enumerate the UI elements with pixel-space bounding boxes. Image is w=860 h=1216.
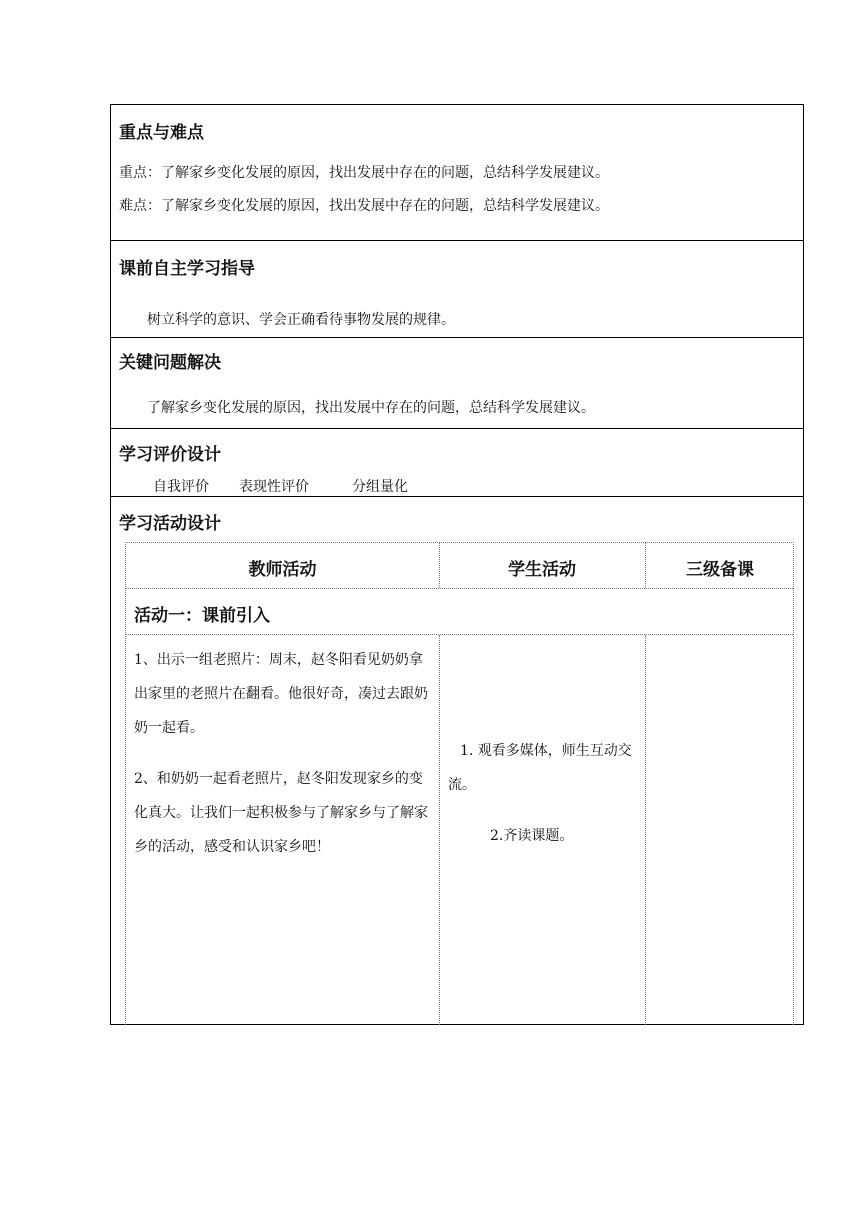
key-problem-text: 了解家乡变化发展的原因，找出发展中存在的问题，总结科学发展建议。	[147, 400, 595, 416]
evaluation-item: 分组量化	[352, 479, 408, 495]
self-study-section	[111, 241, 803, 338]
tertiary-prep-header: 三级备课	[686, 560, 754, 580]
evaluation-item: 表现性评价	[239, 479, 309, 495]
teacher-activity-header: 教师活动	[248, 560, 317, 580]
key-point-line: 重点：了解家乡变化发展的原因，找出发展中存在的问题，总结科学发展建议。	[119, 165, 609, 181]
teacher-activity-paragraph: 2、和奶奶一起看老照片，赵冬阳发现家乡的变化真大。让我们一起积极参与了解家乡与了解家乡的活动，感受和认识家乡吧！	[134, 771, 428, 855]
activity-design-heading: 学习活动设计	[119, 514, 221, 534]
activity-title-row	[126, 589, 793, 635]
key-points-section	[111, 105, 803, 241]
lesson-plan-table	[110, 104, 804, 1025]
column-divider	[645, 635, 646, 1025]
self-study-text: 树立科学的意识、学会正确看待事物发展的规律。	[147, 312, 455, 328]
evaluation-heading: 学习评价设计	[119, 445, 221, 465]
student-activity-header: 学生活动	[508, 560, 576, 580]
activity-table-header-row	[126, 543, 793, 589]
evaluation-item: 自我评价	[153, 479, 209, 495]
key-problem-section	[111, 338, 803, 429]
column-divider	[439, 635, 440, 1025]
evaluation-section	[111, 429, 803, 497]
difficulty-line: 难点：了解家乡变化发展的原因，找出发展中存在的问题，总结科学发展建议。	[119, 198, 609, 214]
key-problem-heading: 关键问题解决	[119, 353, 221, 373]
key-points-heading: 重点与难点	[119, 123, 204, 143]
self-study-heading: 课前自主学习指导	[119, 259, 255, 279]
student-activity-item: 1. 观看多媒体，师生互动交流。	[448, 743, 632, 793]
teacher-activity-paragraph: 1、出示一组老照片：周末，赵冬阳看见奶奶拿出家里的老照片在翻看。他很好奇，凑过去跟奶奶一起看。	[134, 652, 428, 736]
activity-table	[125, 542, 794, 1025]
student-activity-item: 2.齐读课题。	[490, 828, 574, 844]
activity-title: 活动一：课前引入	[134, 606, 270, 626]
